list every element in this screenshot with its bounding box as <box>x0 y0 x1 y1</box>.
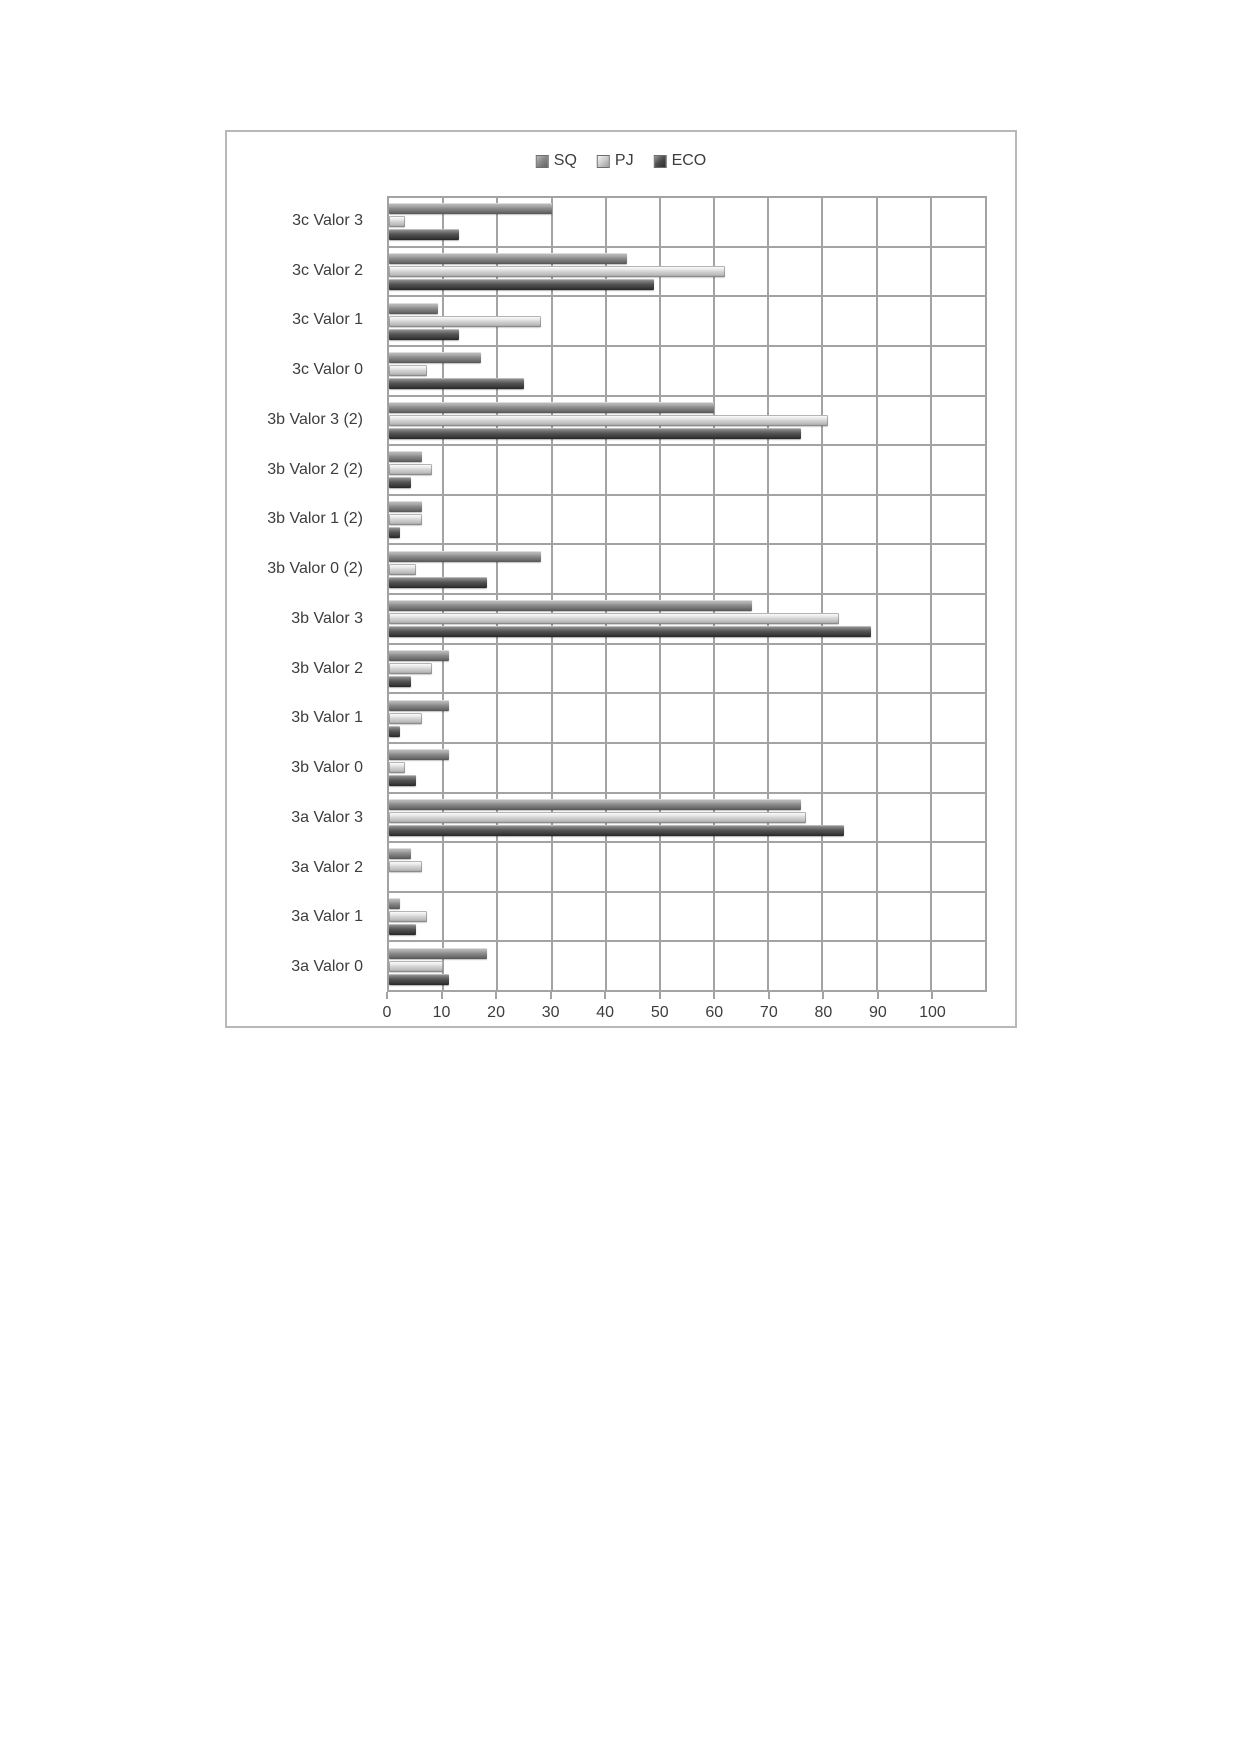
axis-tick-label: 30 <box>541 1004 560 1021</box>
category-label: 3a Valor 2 <box>291 858 363 876</box>
category-row <box>389 496 985 546</box>
axis-tick <box>822 992 824 999</box>
category-label: 3b Valor 3 (2) <box>267 410 363 428</box>
category-row <box>389 595 985 645</box>
axis-tick <box>604 992 606 999</box>
category-label: 3b Valor 1 (2) <box>267 510 363 528</box>
bar-pj <box>389 663 432 674</box>
axis-tick-label: 20 <box>487 1004 505 1021</box>
bar-eco <box>389 527 400 538</box>
category-row <box>389 347 985 397</box>
legend-swatch-eco-icon <box>654 155 667 168</box>
axis-tick-label: 10 <box>432 1004 451 1021</box>
category-label: 3b Valor 2 <box>291 659 363 677</box>
bar-eco <box>389 378 524 389</box>
category-row <box>389 248 985 298</box>
category-row <box>389 744 985 794</box>
category-label: 3a Valor 3 <box>291 808 363 826</box>
category-label: 3c Valor 2 <box>292 261 363 279</box>
category-row <box>389 942 985 990</box>
axis-tick <box>768 992 770 999</box>
bar-sq <box>389 700 449 711</box>
bar-pj <box>389 415 828 426</box>
axis-tick-label: 90 <box>869 1004 887 1021</box>
category-row <box>389 893 985 943</box>
bar-pj <box>389 713 422 724</box>
chart-legend <box>536 152 706 170</box>
category-row <box>389 843 985 893</box>
axis-tick <box>931 992 933 999</box>
bar-eco <box>389 974 449 985</box>
category-label: 3b Valor 3 <box>291 609 363 627</box>
bar-sq <box>389 303 438 314</box>
legend-item-pj <box>597 152 634 170</box>
bar-sq <box>389 799 801 810</box>
bar-rows <box>389 198 985 990</box>
bar-sq <box>389 600 752 611</box>
bar-pj <box>389 812 806 823</box>
bar-pj <box>389 464 432 475</box>
category-row <box>389 545 985 595</box>
bar-pj <box>389 316 541 327</box>
axis-tick-label: 0 <box>382 1004 392 1021</box>
category-label: 3b Valor 2 (2) <box>267 460 363 478</box>
legend-label-pj: PJ <box>614 152 634 169</box>
axis-tick <box>495 992 497 999</box>
bar-eco <box>389 626 871 637</box>
bar-eco <box>389 924 416 935</box>
bar-sq <box>389 352 481 363</box>
value-axis <box>382 992 987 1032</box>
axis-tick-label: 80 <box>814 1004 833 1021</box>
category-label: 3b Valor 1 <box>291 709 363 727</box>
bar-eco <box>389 825 844 836</box>
bar-sq <box>389 402 714 413</box>
category-label: 3c Valor 1 <box>292 311 363 329</box>
bar-sq <box>389 253 627 264</box>
axis-tick-label: 60 <box>705 1004 724 1021</box>
category-row <box>389 198 985 248</box>
bar-pj <box>389 961 443 972</box>
bar-pj <box>389 564 416 575</box>
axis-tick <box>441 992 443 999</box>
legend-item-sq <box>536 152 577 170</box>
axis-tick <box>386 992 388 999</box>
axis-tick <box>713 992 715 999</box>
category-label: 3a Valor 0 <box>291 958 363 976</box>
bar-sq <box>389 898 400 909</box>
axis-tick-label: 50 <box>650 1004 669 1021</box>
axis-tick-label: 100 <box>919 1004 946 1021</box>
category-row <box>389 297 985 347</box>
bar-sq <box>389 948 487 959</box>
chart-container <box>225 130 1017 1028</box>
legend-label-sq: SQ <box>553 152 577 169</box>
plot-area <box>387 196 987 992</box>
category-row <box>389 397 985 447</box>
bar-pj <box>389 365 427 376</box>
legend-swatch-sq-icon <box>536 155 549 168</box>
bar-eco <box>389 726 400 737</box>
category-row <box>389 645 985 695</box>
category-label: 3b Valor 0 <box>291 759 363 777</box>
axis-tick <box>550 992 552 999</box>
bar-eco <box>389 229 459 240</box>
bar-pj <box>389 613 839 624</box>
category-row <box>389 694 985 744</box>
bar-sq <box>389 848 411 859</box>
bar-sq <box>389 650 449 661</box>
bar-eco <box>389 279 654 290</box>
axis-tick-label: 70 <box>759 1004 778 1021</box>
bar-pj <box>389 266 725 277</box>
category-row <box>389 446 985 496</box>
legend-label-eco: ECO <box>671 152 707 169</box>
bar-pj <box>389 514 422 525</box>
category-label: 3a Valor 1 <box>291 908 363 926</box>
category-row <box>389 794 985 844</box>
bar-pj <box>389 762 405 773</box>
axis-tick-label: 40 <box>596 1004 615 1021</box>
bar-eco <box>389 775 416 786</box>
bar-sq <box>389 451 422 462</box>
category-label: 3c Valor 3 <box>292 211 363 229</box>
bar-eco <box>389 577 487 588</box>
category-axis-labels <box>227 196 375 992</box>
bar-sq <box>389 749 449 760</box>
category-label: 3b Valor 0 (2) <box>267 560 363 578</box>
bar-pj <box>389 216 405 227</box>
bar-sq <box>389 551 541 562</box>
bar-eco <box>389 477 411 488</box>
bar-eco <box>389 428 801 439</box>
axis-tick <box>659 992 661 999</box>
axis-tick <box>877 992 879 999</box>
legend-item-eco <box>654 152 707 170</box>
legend-swatch-pj-icon <box>597 155 610 168</box>
bar-eco <box>389 676 411 687</box>
category-label: 3c Valor 0 <box>292 361 363 379</box>
bar-sq <box>389 501 422 512</box>
bar-pj <box>389 911 427 922</box>
bar-pj <box>389 861 422 872</box>
bar-sq <box>389 203 552 214</box>
bar-eco <box>389 329 459 340</box>
